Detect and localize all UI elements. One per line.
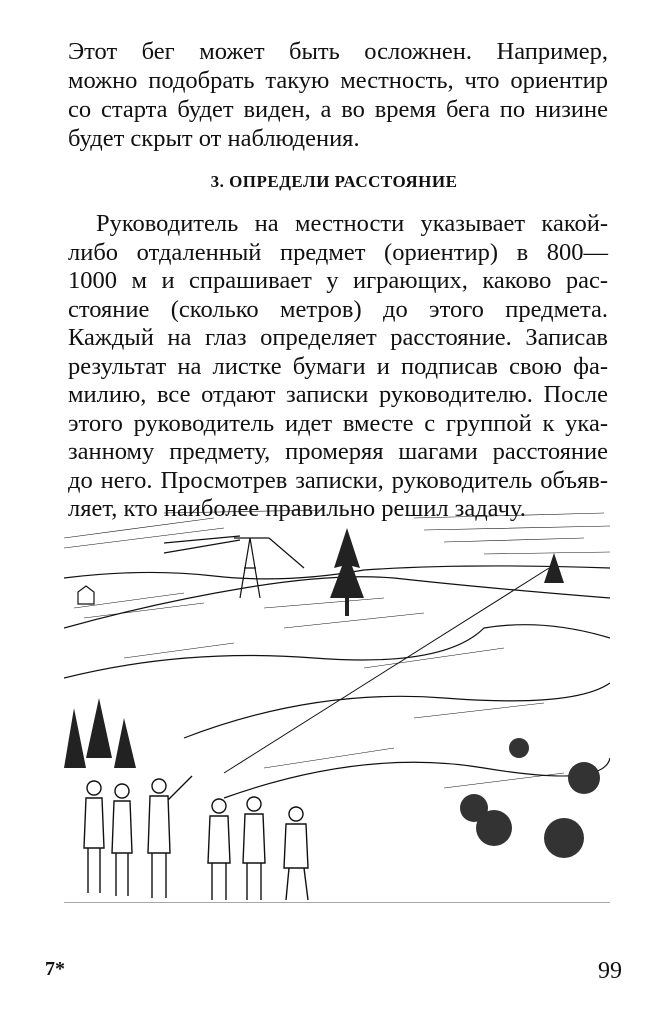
field-hatching bbox=[74, 593, 564, 788]
text-line: милию, все отдают записки руководителю. После bbox=[68, 381, 608, 408]
text-line: Этот бег может быть осложнен. Например, bbox=[68, 38, 608, 65]
page-number: 99 bbox=[598, 958, 622, 984]
text-line: результат на листке бумаги и подписав свою фа- bbox=[68, 353, 608, 380]
text-line: 1000 м и спрашивает у играющих, каково рас- bbox=[68, 267, 608, 294]
text-line: со старта будет виден, а во время бега по низине bbox=[68, 96, 608, 123]
group-of-people bbox=[84, 776, 308, 900]
text-line: либо отдаленный предмет (ориентир) в 800— bbox=[68, 239, 608, 266]
landscape-illustration bbox=[64, 508, 610, 903]
text-line: занному предмету, промеряя шагами расстояние bbox=[68, 438, 608, 465]
text-line: Каждый на глаз определяет расстояние. Записав bbox=[68, 324, 608, 351]
sky-hatching bbox=[64, 510, 610, 554]
bushes bbox=[460, 738, 600, 858]
signature-mark: 7* bbox=[45, 958, 65, 980]
text-line: ляет, кто наиболее правильно решил задачу. bbox=[68, 495, 526, 522]
text-line: до него. Просмотрев записки, руководитель объяв- bbox=[68, 467, 608, 494]
pine-tree-icon bbox=[64, 528, 564, 768]
text-line: этого руководитель идет вместе с группой к ука- bbox=[68, 410, 608, 437]
sight-line bbox=[224, 568, 549, 773]
distant-hills bbox=[64, 566, 610, 798]
text-line: Руководитель на местности указывает какой- bbox=[96, 210, 608, 237]
section-heading: 3. ОПРЕДЕЛИ РАССТОЯНИЕ bbox=[210, 172, 458, 191]
text-line: стояние (сколько метров) до этого предмета. bbox=[68, 296, 608, 323]
house-icon bbox=[78, 586, 94, 604]
text-line: будет скрыт от наблюдения. bbox=[68, 125, 360, 152]
power-pylon-icon bbox=[164, 536, 304, 598]
text-line: можно подобрать такую местность, что ориентир bbox=[68, 67, 608, 94]
